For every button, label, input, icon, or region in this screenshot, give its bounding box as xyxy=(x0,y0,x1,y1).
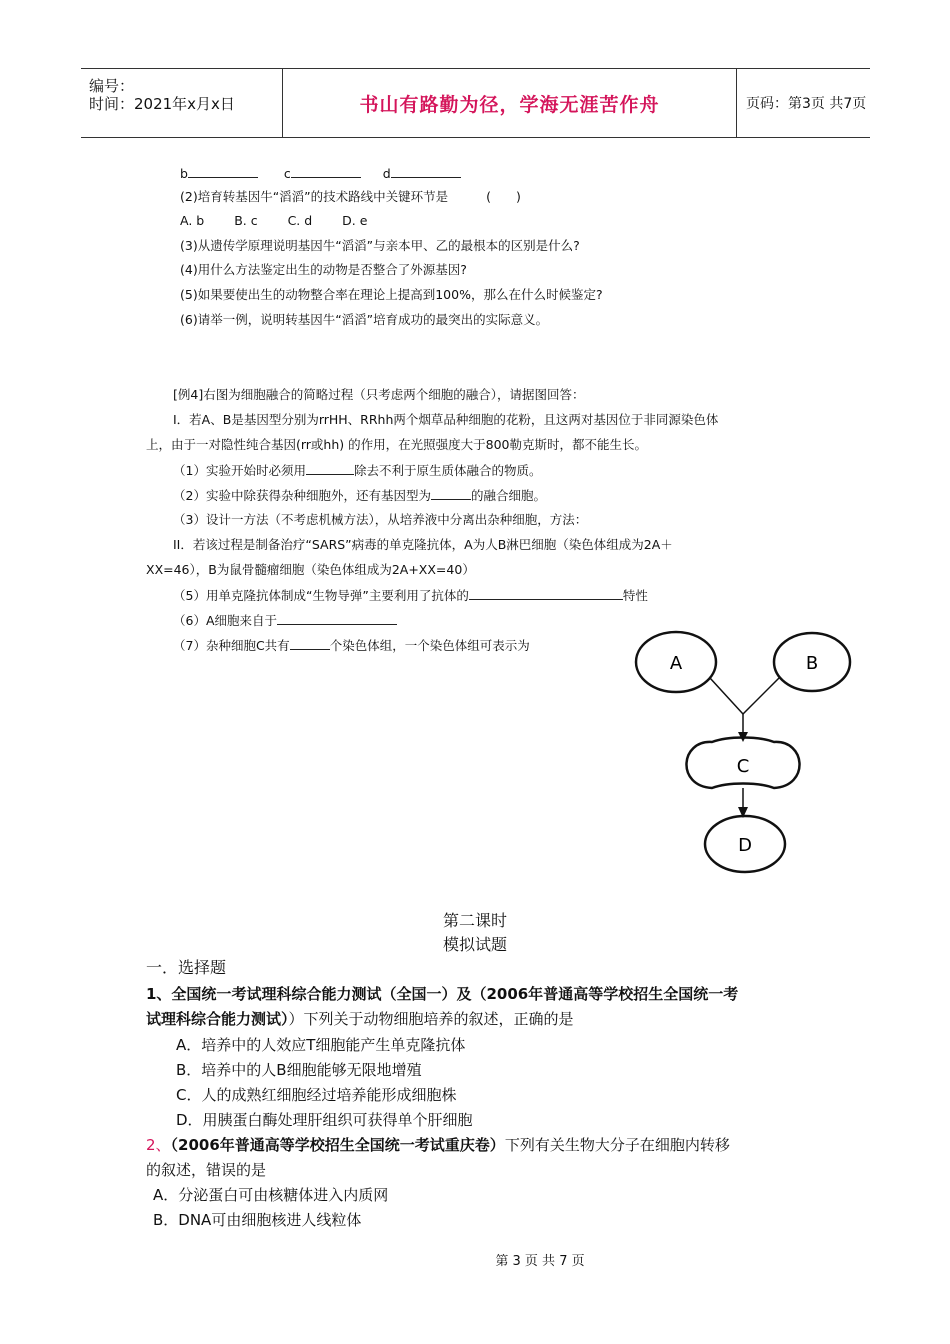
question-2-text: (2)培育转基因牛“滔滔”的技术路线中关键环节是 xyxy=(180,189,449,204)
mc-q2-stem: 下列有关生物大分子在细胞内转移 xyxy=(504,1136,730,1154)
option-b: B. c xyxy=(234,213,258,228)
blank-d xyxy=(391,165,461,178)
example4-q7 xyxy=(173,637,530,654)
label-b: B xyxy=(805,653,819,674)
mc-q2-source: （2006年普通高等学校招生全国统一考试重庆卷） xyxy=(170,1136,505,1154)
mc-q2-line2: 的叙述，错误的是 xyxy=(146,1161,267,1179)
cell-fusion-diagram xyxy=(630,628,860,878)
option-d: D. e xyxy=(342,213,368,228)
blank-b xyxy=(188,165,258,178)
connector-a xyxy=(710,678,743,714)
example4-q5 xyxy=(173,587,648,604)
question-2 xyxy=(180,189,521,205)
q2-blank xyxy=(431,487,471,500)
mc-q1-stem: ）下列关于动物细胞培养的叙述，正确的是 xyxy=(288,1010,574,1028)
blanks-line xyxy=(180,165,461,182)
time-label: 时间：2021年x月x日 xyxy=(89,95,235,113)
mc-q1-line2 xyxy=(146,1009,574,1029)
example4-part2-line2: XX=46），B为鼠骨髓瘤细胞（染色体组成为2A+XX=40） xyxy=(146,562,475,577)
mc-q1-option-b: B．培养中的人B细胞能够无限地增殖 xyxy=(176,1061,422,1079)
q1-pre: （1）实验开始时必须用 xyxy=(173,463,306,478)
example4-q6 xyxy=(173,612,397,629)
mc-q1-option-a: A．培养中的人效应T细胞能产生单克隆抗体 xyxy=(176,1036,466,1054)
blank-d-label: d xyxy=(382,166,391,181)
q1-post: 除去不利于原生质体融合的物质。 xyxy=(353,463,542,478)
question-4: (4)用什么方法鉴定出生的动物是否整合了外源基因? xyxy=(180,262,467,277)
q2-post: 的融合细胞。 xyxy=(470,488,546,503)
mc-q2-line1 xyxy=(146,1135,730,1155)
number-label: 编号： xyxy=(89,77,135,95)
mc-q1-option-d: D．用胰蛋白酶处理肝组织可获得单个肝细胞 xyxy=(176,1111,473,1129)
section-heading: 一．选择题 xyxy=(146,958,227,977)
mc-q1-line1: 1、全国统一考试理科综合能力测试（全国一）及（2006年普通高等学校招生全国统一考 xyxy=(146,985,739,1003)
q6-blank xyxy=(277,612,397,625)
example4-part2-line1: II．若该过程是制备治疗“SARS”病毒的单克隆抗体，A为人B淋巴细胞（染色体组成为2A＋ xyxy=(173,537,673,552)
mc-q1-source: 试理科综合能力测试） xyxy=(146,1010,289,1028)
option-a: A. b xyxy=(180,213,205,228)
q5-pre: （5）用单克隆抗体制成“生物导弹”主要利用了抗体的 xyxy=(173,588,469,603)
lesson-title: 第二课时 xyxy=(442,911,507,930)
example4-q1 xyxy=(173,462,541,479)
page-footer: 第 3 页 共 7 页 xyxy=(495,1254,585,1269)
q2-pre: （2）实验中除获得杂种细胞外，还有基因型为 xyxy=(173,488,431,503)
mc-q2-option-a: A．分泌蛋白可由核糖体进入内质网 xyxy=(153,1186,389,1204)
mc-q2-option-b: B．DNA可由细胞核进人线粒体 xyxy=(153,1211,362,1229)
motto: 书山有路勤为径，学海无涯苦作舟 xyxy=(359,93,660,116)
header-motto-cell xyxy=(282,69,737,137)
example4-title: [例4]右图为细胞融合的简略过程（只考虑两个细胞的融合），请据图回答： xyxy=(173,387,585,402)
header-page-cell xyxy=(736,69,870,137)
q6-pre: （6）A细胞来自于 xyxy=(173,613,278,628)
q1-blank xyxy=(306,462,354,475)
question-6: (6)请举一例，说明转基因牛“滔滔”培育成功的最突出的实际意义。 xyxy=(180,312,549,327)
example4-part1-line1: I．若A、B是基因型分别为rrHH、RRhh两个烟草品种细胞的花粉，且这两对基因位于非同源染色体 xyxy=(173,412,719,427)
blank-c xyxy=(291,165,361,178)
label-a: A xyxy=(669,653,683,674)
example4-q2 xyxy=(173,487,546,504)
option-c: C. d xyxy=(287,213,313,228)
page-label: 页码：第3页 共7页 xyxy=(746,96,867,112)
page-header xyxy=(81,68,870,138)
blank-c-label: c xyxy=(283,166,291,181)
q5-blank xyxy=(469,587,623,600)
example4-q3: （3）设计一方法（不考虑机械方法），从培养液中分离出杂种细胞，方法： xyxy=(173,512,588,527)
q7-blank xyxy=(290,637,330,650)
answer-paren: ( ) xyxy=(486,189,521,204)
lesson-subtitle: 模拟试题 xyxy=(442,935,507,954)
mc-q2-number: 2、 xyxy=(146,1136,171,1154)
q7-pre: （7）杂种细胞C共有 xyxy=(173,638,290,653)
blank-b-label: b xyxy=(180,166,188,181)
question-2-options xyxy=(180,213,367,229)
question-3: (3)从遗传学原理说明基因牛“滔滔”与亲本甲、乙的最根本的区别是什么? xyxy=(180,238,580,253)
label-d: D xyxy=(738,835,752,856)
example4-part1-line2: 上，由于一对隐性纯合基因(rr或hh) 的作用，在光照强度大于800勒克斯时，都不能生长。 xyxy=(146,437,647,452)
connector-b xyxy=(743,678,779,714)
q5-post: 特性 xyxy=(622,588,648,603)
header-meta-cell xyxy=(81,69,282,137)
mc-q1-option-c: C．人的成熟红细胞经过培养能形成细胞株 xyxy=(176,1086,457,1104)
q7-post: 个染色体组，一个染色体组可表示为 xyxy=(329,638,530,653)
label-c: C xyxy=(736,756,750,777)
question-5: (5)如果要使出生的动物整合率在理论上提高到100%，那么在什么时候鉴定? xyxy=(180,287,603,302)
